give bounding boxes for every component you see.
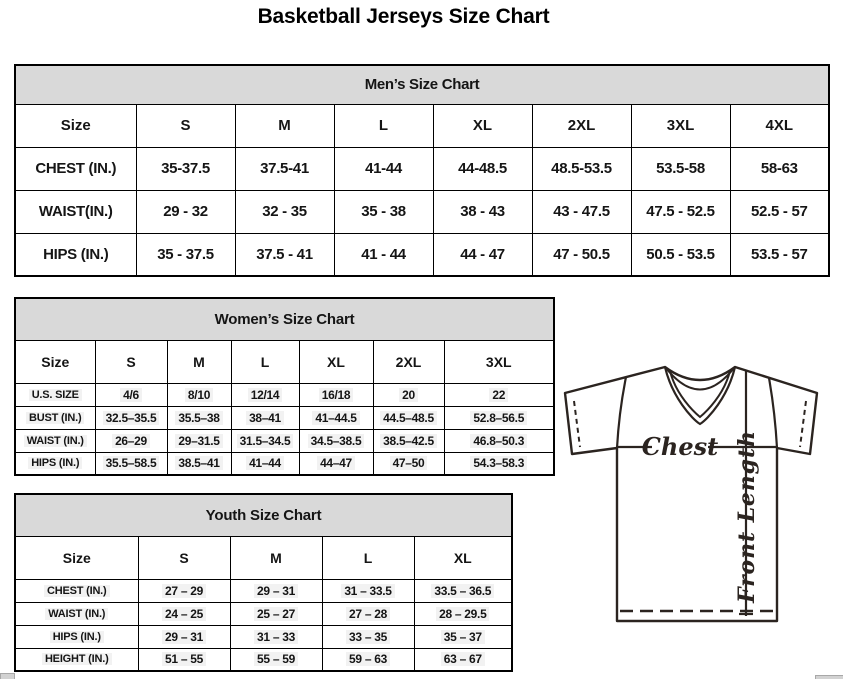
- table-row: [15, 648, 512, 671]
- size-value: 58-63: [760, 160, 798, 177]
- size-value-cell: [414, 602, 512, 625]
- size-value: 38–41: [246, 411, 284, 425]
- size-value-cell: [138, 602, 230, 625]
- size-value-cell: [299, 383, 373, 406]
- size-value-cell: [532, 233, 631, 276]
- size-value-cell: [532, 190, 631, 233]
- size-value: 31 – 33.5: [341, 584, 394, 598]
- size-value-cell: [322, 625, 414, 648]
- column-header: L: [322, 536, 414, 579]
- size-value: 38 - 43: [460, 203, 505, 220]
- size-value: 35.5–58.5: [103, 456, 160, 470]
- size-value: 52.8–56.5: [470, 411, 527, 425]
- size-value-cell: [373, 383, 444, 406]
- size-value: 54.3–58.3: [470, 456, 527, 470]
- row-label: WAIST(IN.): [38, 203, 113, 220]
- column-header: M: [230, 536, 322, 579]
- size-value: 27 – 29: [162, 584, 206, 598]
- size-value: 29–31.5: [175, 434, 222, 448]
- size-value: 35 – 37: [441, 630, 485, 644]
- size-value-cell: [230, 579, 322, 602]
- size-value-cell: [322, 602, 414, 625]
- chest-label: Chest: [641, 432, 719, 461]
- size-value-cell: [334, 233, 433, 276]
- size-value: 38.5–42.5: [380, 434, 437, 448]
- size-value-cell: [230, 648, 322, 671]
- size-value: 31 – 33: [254, 630, 298, 644]
- row-label: HIPS (IN.): [43, 245, 109, 263]
- size-value-cell: [373, 406, 444, 429]
- size-value: 28 – 29.5: [436, 607, 489, 621]
- size-value-cell: [730, 233, 829, 276]
- row-label-cell: [15, 602, 138, 625]
- size-value-cell: [414, 579, 512, 602]
- size-value: 24 – 25: [162, 607, 206, 621]
- size-value-cell: [433, 233, 532, 276]
- table-row: [15, 190, 829, 233]
- table-row: [15, 147, 829, 190]
- row-label: CHEST (IN.): [44, 585, 110, 597]
- column-header: 3XL: [444, 340, 554, 383]
- size-value-cell: [235, 147, 334, 190]
- column-header: XL: [414, 536, 512, 579]
- row-label-cell: [15, 452, 95, 475]
- size-value-cell: [95, 406, 167, 429]
- size-value-cell: [730, 190, 829, 233]
- size-value: 41–44.5: [312, 411, 359, 425]
- womens-chart-title: Women’s Size Chart: [15, 298, 554, 340]
- size-value: 38.5–41: [175, 456, 222, 470]
- row-label-cell: [15, 648, 138, 671]
- size-value-cell: [95, 429, 167, 452]
- table-row: [15, 233, 829, 276]
- size-value-cell: [444, 429, 554, 452]
- scrollbar-fragment-right[interactable]: [815, 675, 843, 679]
- womens-size-chart-table: [14, 297, 555, 476]
- size-value: 32 - 35: [262, 203, 307, 220]
- size-value: 41 - 44: [361, 245, 406, 263]
- row-label: HEIGHT (IN.): [42, 653, 112, 665]
- size-value: 55 – 59: [254, 652, 298, 666]
- column-header: Size: [15, 340, 95, 383]
- column-header: M: [167, 340, 231, 383]
- size-value-cell: [299, 452, 373, 475]
- size-value: 44-48.5: [458, 160, 507, 177]
- table-row: [15, 406, 554, 429]
- size-value: 59 – 63: [346, 652, 390, 666]
- size-value: 27 – 28: [346, 607, 390, 621]
- mens-chart-title: Men’s Size Chart: [15, 65, 829, 104]
- row-label-cell: [15, 406, 95, 429]
- size-value-cell: [167, 406, 231, 429]
- size-value-cell: [631, 190, 730, 233]
- size-value: 35-37.5: [161, 160, 210, 177]
- size-value: 29 – 31: [254, 584, 298, 598]
- size-value-cell: [444, 452, 554, 475]
- size-value-cell: [444, 383, 554, 406]
- size-value: 26–29: [112, 434, 150, 448]
- size-value-cell: [631, 147, 730, 190]
- size-value: 32.5–35.5: [103, 411, 160, 425]
- size-value-cell: [299, 406, 373, 429]
- column-header: 2XL: [532, 104, 631, 147]
- size-value: 41-44: [365, 160, 402, 177]
- size-value: 22: [489, 388, 508, 402]
- row-label: CHEST (IN.): [35, 160, 117, 177]
- column-header: S: [95, 340, 167, 383]
- column-header: L: [231, 340, 299, 383]
- size-value-cell: [231, 383, 299, 406]
- column-header: Size: [15, 104, 136, 147]
- size-value: 37.5 - 41: [256, 245, 313, 263]
- size-value-cell: [334, 147, 433, 190]
- row-label-cell: [15, 383, 95, 406]
- size-value: 44 - 47: [460, 245, 505, 263]
- size-value: 16/18: [319, 388, 354, 402]
- size-value-cell: [95, 452, 167, 475]
- table-row: [15, 452, 554, 475]
- size-value-cell: [230, 625, 322, 648]
- front-length-label: Front Length: [734, 431, 760, 603]
- table-row: [15, 625, 512, 648]
- column-header: L: [334, 104, 433, 147]
- size-value-cell: [334, 190, 433, 233]
- jersey-outline-shape: [565, 367, 817, 621]
- row-label: WAIST (IN.): [24, 435, 87, 447]
- row-label-cell: [15, 625, 138, 648]
- size-value: 35 - 38: [361, 203, 406, 220]
- row-label: U.S. SIZE: [29, 389, 82, 401]
- size-value: 47 - 50.5: [553, 245, 610, 263]
- size-value-cell: [299, 429, 373, 452]
- size-value-cell: [444, 406, 554, 429]
- size-value: 29 – 31: [162, 630, 206, 644]
- size-value-cell: [230, 602, 322, 625]
- column-header: M: [235, 104, 334, 147]
- size-value: 33.5 – 36.5: [431, 584, 494, 598]
- page-title: Basketball Jerseys Size Chart: [257, 5, 550, 28]
- column-header: 2XL: [373, 340, 444, 383]
- size-value-cell: [167, 429, 231, 452]
- mens-size-chart-table: [14, 64, 830, 277]
- size-value: 50.5 - 53.5: [646, 245, 715, 263]
- size-value-cell: [136, 147, 235, 190]
- size-value: 53.5 - 57: [751, 245, 808, 263]
- scrollbar-fragment-left[interactable]: [0, 673, 15, 679]
- size-value: 29 - 32: [163, 203, 208, 220]
- size-value-cell: [167, 452, 231, 475]
- size-value: 34.5–38.5: [308, 434, 365, 448]
- row-label: HIPS (IN.): [28, 457, 82, 469]
- size-value-cell: [138, 625, 230, 648]
- column-header: XL: [433, 104, 532, 147]
- size-value-cell: [322, 648, 414, 671]
- size-value: 63 – 67: [441, 652, 485, 666]
- row-label: HIPS (IN.): [50, 631, 104, 643]
- row-label: WAIST (IN.): [45, 608, 108, 620]
- column-header: 3XL: [631, 104, 730, 147]
- size-value: 41–44: [246, 456, 284, 470]
- size-value-cell: [532, 147, 631, 190]
- size-value-cell: [373, 429, 444, 452]
- size-value-cell: [373, 452, 444, 475]
- size-value: 51 – 55: [162, 652, 206, 666]
- size-value: 47.5 - 52.5: [646, 203, 715, 220]
- size-value: 35.5–38: [175, 411, 222, 425]
- table-row: [15, 383, 554, 406]
- size-value: 31.5–34.5: [237, 434, 294, 448]
- row-label-cell: [15, 190, 136, 233]
- size-value-cell: [231, 452, 299, 475]
- size-value-cell: [138, 648, 230, 671]
- size-value: 4/6: [120, 388, 142, 402]
- size-value: 47–50: [390, 456, 428, 470]
- size-value: 46.8–50.3: [470, 434, 527, 448]
- row-label-cell: [15, 579, 138, 602]
- size-value-cell: [167, 383, 231, 406]
- table-row: [15, 429, 554, 452]
- size-value-cell: [235, 233, 334, 276]
- size-value: 52.5 - 57: [751, 203, 808, 220]
- size-value-cell: [235, 190, 334, 233]
- size-value-cell: [433, 190, 532, 233]
- size-value: 48.5-53.5: [551, 160, 612, 177]
- youth-chart-title: Youth Size Chart: [15, 494, 512, 536]
- size-value: 20: [399, 388, 418, 402]
- row-label-cell: [15, 233, 136, 276]
- row-label-cell: [15, 429, 95, 452]
- row-label: BUST (IN.): [26, 412, 84, 424]
- size-value-cell: [631, 233, 730, 276]
- table-row: [15, 602, 512, 625]
- size-value-cell: [322, 579, 414, 602]
- size-value-cell: [136, 233, 235, 276]
- size-value: 44.5–48.5: [380, 411, 437, 425]
- size-value: 37.5-41: [260, 160, 309, 177]
- size-value: 53.5-58: [656, 160, 705, 177]
- size-value-cell: [95, 383, 167, 406]
- youth-size-chart-table: [14, 493, 513, 672]
- size-value: 25 – 27: [254, 607, 298, 621]
- row-label-cell: [15, 147, 136, 190]
- size-value-cell: [414, 625, 512, 648]
- size-value-cell: [138, 579, 230, 602]
- size-value: 35 - 37.5: [157, 245, 214, 263]
- column-header: Size: [15, 536, 138, 579]
- column-header: S: [136, 104, 235, 147]
- column-header: 4XL: [730, 104, 829, 147]
- jersey-measurement-diagram: [556, 357, 828, 629]
- size-value-cell: [136, 190, 235, 233]
- size-value: 43 - 47.5: [553, 203, 610, 220]
- table-row: [15, 579, 512, 602]
- column-header: S: [138, 536, 230, 579]
- size-value-cell: [231, 406, 299, 429]
- size-value: 44–47: [317, 456, 355, 470]
- size-value: 8/10: [185, 388, 213, 402]
- size-value-cell: [414, 648, 512, 671]
- column-header: XL: [299, 340, 373, 383]
- size-value-cell: [231, 429, 299, 452]
- size-value-cell: [433, 147, 532, 190]
- size-value: 12/14: [248, 388, 283, 402]
- size-value: 33 – 35: [346, 630, 390, 644]
- size-value-cell: [730, 147, 829, 190]
